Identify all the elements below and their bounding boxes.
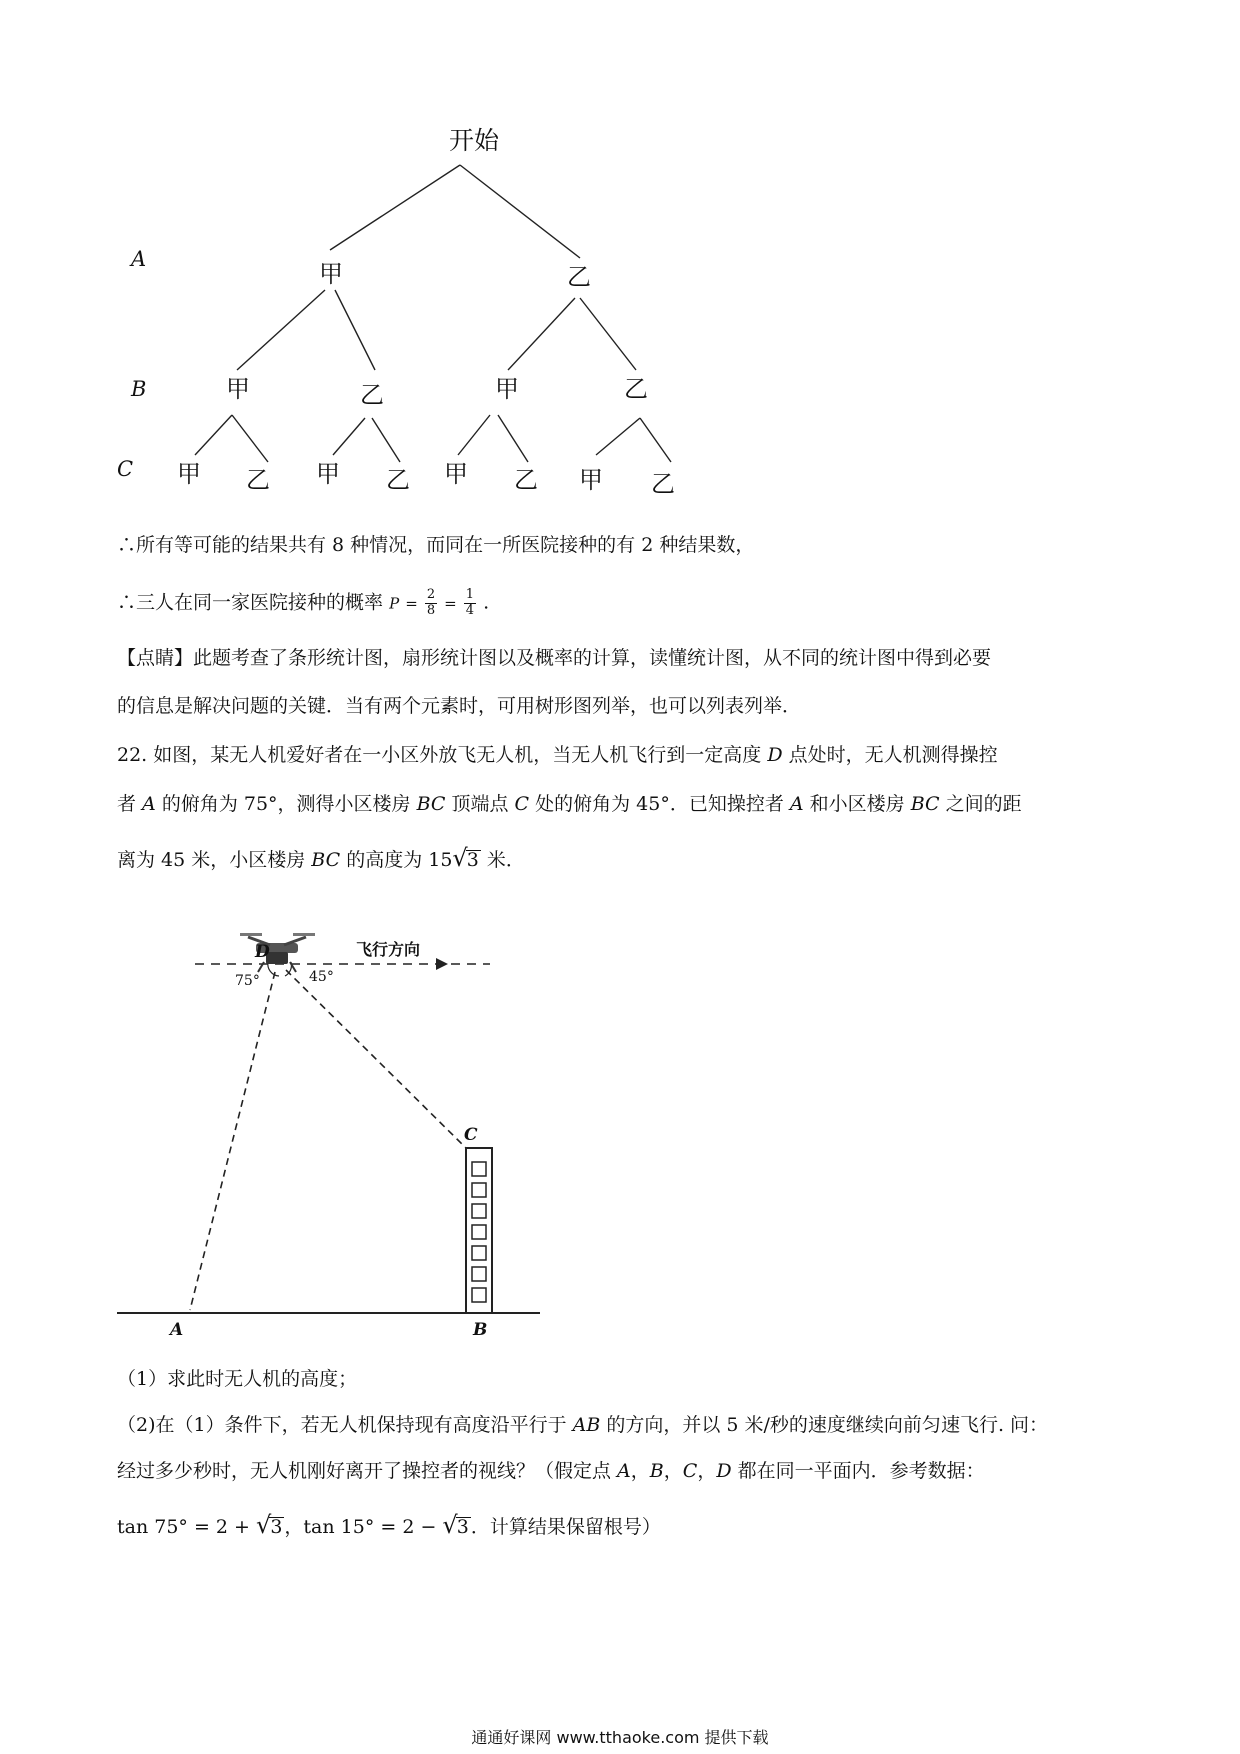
tree-node-l2: 乙 bbox=[360, 381, 384, 409]
problem-text: 的俯角为 75°，测得小区楼房 bbox=[155, 793, 417, 815]
fraction-two-eighths bbox=[425, 588, 437, 619]
tree-edge bbox=[195, 415, 232, 455]
comment-line-1: 【点睛】此题考查了条形统计图，扇形统计图以及概率的计算，读懂统计图，从不同的统计图中得到必要 bbox=[117, 647, 992, 669]
question-2-line-3 bbox=[117, 1513, 661, 1537]
flight-direction-arrow bbox=[436, 958, 448, 970]
tree-node-l3: 乙 bbox=[514, 466, 538, 494]
formula-text: tan 75° = 2 + bbox=[117, 1516, 257, 1538]
problem-text: 者 bbox=[117, 793, 143, 815]
drone-icon bbox=[240, 933, 315, 972]
point-label: C bbox=[682, 1460, 698, 1482]
point-d-label: D bbox=[255, 942, 270, 962]
solution-line-2-prefix: ∴三人在同一家医院接种的概率 bbox=[117, 591, 384, 614]
problem-text: 的高度为 15 bbox=[340, 849, 453, 871]
tree-node-l3: 甲 bbox=[177, 460, 201, 488]
fraction-numerator: 2 bbox=[426, 587, 436, 602]
problem-text: 顶端点 bbox=[445, 793, 515, 815]
segment-label: BC bbox=[910, 793, 940, 815]
separator: ， bbox=[697, 1460, 717, 1482]
flight-direction-label: 飞行方向 bbox=[356, 940, 421, 959]
tree-level-c-label: C bbox=[117, 457, 134, 481]
angle-45-label: 45° bbox=[309, 969, 334, 985]
tree-edge bbox=[596, 418, 640, 455]
problem-text: 之间的距 bbox=[939, 793, 1022, 815]
problem-line-3 bbox=[117, 846, 525, 870]
probability-symbol: P bbox=[389, 594, 400, 613]
tree-edge bbox=[580, 298, 636, 370]
radicand: 3 bbox=[466, 849, 479, 871]
point-label: B bbox=[649, 1460, 664, 1482]
radical-sign: √ bbox=[442, 1511, 458, 1539]
separator: ， bbox=[663, 1460, 683, 1482]
question-text: （2)在（1）条件下，若无人机保持现有高度沿平行于 bbox=[117, 1414, 573, 1436]
segment-label: BC bbox=[311, 849, 341, 871]
angle-75-label: 75° bbox=[235, 973, 260, 989]
point-label: A bbox=[617, 1460, 631, 1482]
solution-line-2 bbox=[117, 588, 489, 619]
segment-label: BC bbox=[416, 793, 446, 815]
tree-node-l3: 乙 bbox=[386, 466, 410, 494]
solution-line-1: ∴所有等可能的结果共有 8 种情况，而同在一所医院接种的有 2 种结果数， bbox=[117, 534, 755, 556]
tree-node-l3: 甲 bbox=[316, 460, 340, 488]
tree-node-l2: 乙 bbox=[624, 375, 648, 403]
fraction-one-quarter bbox=[464, 588, 476, 619]
tree-level-a-label: A bbox=[131, 247, 147, 271]
problem-text: 处的俯角为 45°．已知操控者 bbox=[529, 793, 790, 815]
point-label: D bbox=[767, 744, 783, 766]
problem-text: 点处时，无人机测得操控 bbox=[782, 744, 998, 766]
point-b-label: B bbox=[473, 1320, 488, 1340]
equals-sign: = bbox=[444, 594, 457, 613]
point-label: A bbox=[142, 793, 156, 815]
tree-node-l1: 甲 bbox=[319, 260, 343, 288]
tree-edge bbox=[508, 298, 575, 370]
fraction-denominator: 8 bbox=[426, 602, 436, 618]
radical-sign: √ bbox=[452, 844, 468, 872]
radical-sign: √ bbox=[256, 1511, 272, 1539]
tree-node-l3: 甲 bbox=[444, 460, 468, 488]
problem-text: 22. 如图，某无人机爱好者在一小区外放飞无人机，当无人机飞行到一定高度 bbox=[117, 744, 768, 766]
tree-root-label: 开始 bbox=[449, 126, 500, 155]
fraction-numerator: 1 bbox=[465, 587, 475, 602]
problem-text: 米． bbox=[480, 849, 525, 871]
segment-label: AB bbox=[572, 1414, 601, 1436]
point-label: D bbox=[716, 1460, 732, 1482]
tree-node-l3: 乙 bbox=[651, 470, 675, 498]
drone-figure bbox=[0, 900, 1240, 1360]
tree-node-l3: 甲 bbox=[579, 466, 603, 494]
tree-node-l2: 甲 bbox=[495, 375, 519, 403]
question-text: ．计算结果保留根号） bbox=[470, 1516, 661, 1538]
comment-line-2: 的信息是解决问题的关键．当有两个元素时，可用树形图列举，也可以列表列举． bbox=[117, 695, 802, 717]
question-2-line-1 bbox=[117, 1416, 1048, 1435]
point-label: A bbox=[789, 793, 804, 815]
page-footer: 通通好课网 www.tthaoke.com 提供下载 bbox=[471, 1728, 769, 1747]
tree-edge bbox=[335, 290, 375, 370]
question-1: （1）求此时无人机的高度； bbox=[117, 1368, 358, 1390]
line-da bbox=[190, 972, 275, 1310]
question-text: 经过多少秒时，无人机刚好离开了操控者的视线？（假定点 bbox=[117, 1460, 618, 1482]
tree-edge bbox=[640, 418, 671, 462]
tree-node-l1: 乙 bbox=[567, 263, 591, 291]
period: . bbox=[483, 591, 490, 614]
problem-text: 离为 45 米，小区楼房 bbox=[117, 849, 312, 871]
tree-diagram bbox=[0, 0, 1240, 520]
line-dc bbox=[286, 970, 466, 1148]
point-label: C bbox=[514, 793, 530, 815]
point-a-label: A bbox=[170, 1320, 184, 1340]
tree-edge bbox=[333, 418, 365, 455]
building-bc bbox=[466, 1148, 492, 1313]
tree-edge bbox=[460, 165, 580, 258]
tree-edge bbox=[330, 165, 460, 250]
formula-text: ，tan 15° = 2 − bbox=[284, 1516, 443, 1538]
question-2-line-2 bbox=[117, 1462, 985, 1481]
tree-edge bbox=[498, 415, 528, 462]
equals-sign: = bbox=[405, 594, 418, 613]
question-text: 的方向，并以 5 米/秒的速度继续向前匀速飞行. 问： bbox=[600, 1414, 1049, 1436]
separator: ， bbox=[630, 1460, 650, 1482]
radicand: 3 bbox=[456, 1516, 469, 1538]
tree-edge bbox=[237, 290, 325, 370]
tree-node-l2: 甲 bbox=[226, 375, 250, 403]
tree-edge bbox=[458, 415, 490, 455]
problem-line-2 bbox=[117, 795, 1022, 814]
point-c-label: C bbox=[464, 1125, 478, 1145]
tree-edge bbox=[372, 418, 400, 462]
radicand: 3 bbox=[270, 1516, 283, 1538]
problem-text: 和小区楼房 bbox=[803, 793, 911, 815]
question-text: 都在同一平面内．参考数据： bbox=[731, 1460, 985, 1482]
problem-line-1 bbox=[117, 746, 998, 765]
tree-level-b-label: B bbox=[131, 377, 147, 401]
tree-node-l3: 乙 bbox=[246, 466, 270, 494]
fraction-denominator: 4 bbox=[465, 602, 475, 618]
tree-edge bbox=[232, 415, 268, 462]
